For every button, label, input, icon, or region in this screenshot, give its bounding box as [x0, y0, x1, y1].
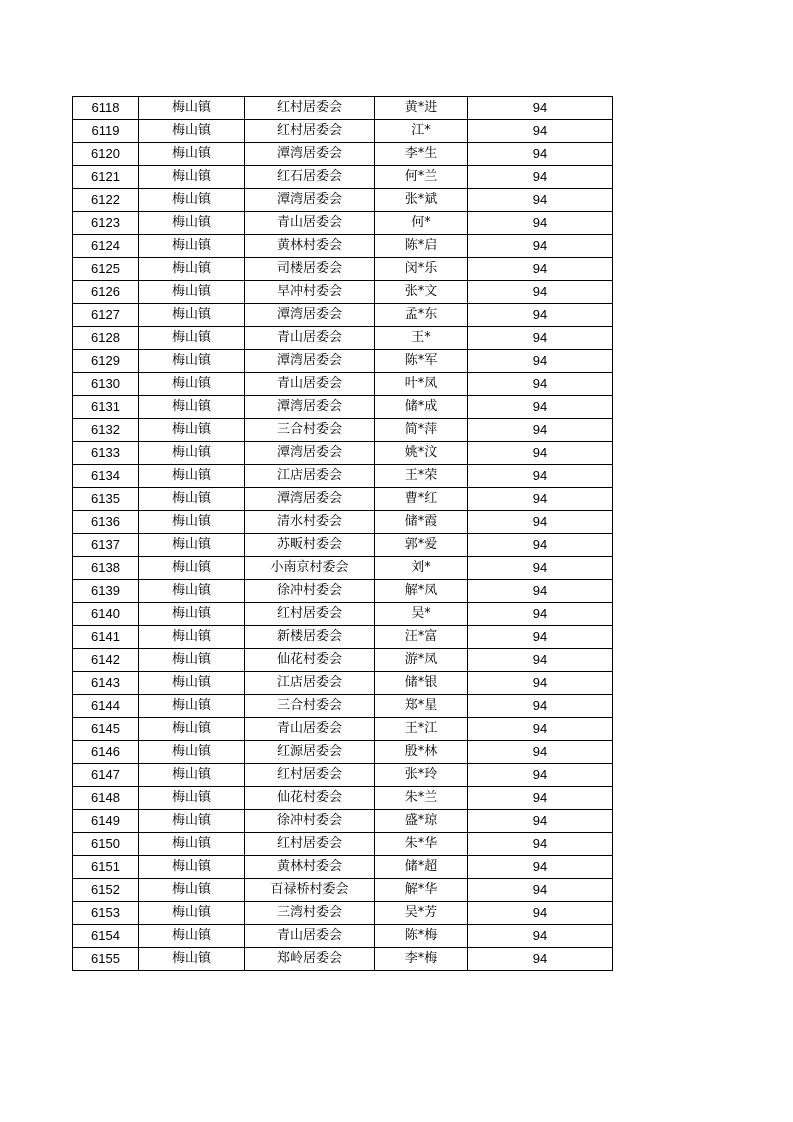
committee-cell: 早冲村委会: [245, 281, 375, 304]
name-cell: 简*萍: [375, 419, 468, 442]
name-cell: 李*生: [375, 143, 468, 166]
row-number-cell: 6125: [73, 258, 139, 281]
committee-cell: 潭湾居委会: [245, 189, 375, 212]
row-number-cell: 6152: [73, 879, 139, 902]
name-cell: 刘*: [375, 557, 468, 580]
score-cell: 94: [468, 856, 613, 879]
row-number-cell: 6134: [73, 465, 139, 488]
committee-cell: 司楼居委会: [245, 258, 375, 281]
name-cell: 李*梅: [375, 948, 468, 971]
town-cell: 梅山镇: [139, 235, 245, 258]
score-cell: 94: [468, 212, 613, 235]
committee-cell: 仙花村委会: [245, 649, 375, 672]
row-number-cell: 6131: [73, 396, 139, 419]
town-cell: 梅山镇: [139, 718, 245, 741]
score-cell: 94: [468, 626, 613, 649]
row-number-cell: 6138: [73, 557, 139, 580]
row-number-cell: 6119: [73, 120, 139, 143]
table-row: [73, 649, 613, 672]
table-row: [73, 327, 613, 350]
town-cell: 梅山镇: [139, 764, 245, 787]
row-number-cell: 6129: [73, 350, 139, 373]
name-cell: 陈*军: [375, 350, 468, 373]
committee-cell: 潭湾居委会: [245, 442, 375, 465]
town-cell: 梅山镇: [139, 304, 245, 327]
name-cell: 储*成: [375, 396, 468, 419]
row-number-cell: 6122: [73, 189, 139, 212]
name-cell: 孟*东: [375, 304, 468, 327]
committee-cell: 青山居委会: [245, 718, 375, 741]
table-row: [73, 787, 613, 810]
town-cell: 梅山镇: [139, 143, 245, 166]
table-row: [73, 833, 613, 856]
row-number-cell: 6133: [73, 442, 139, 465]
town-cell: 梅山镇: [139, 925, 245, 948]
row-number-cell: 6154: [73, 925, 139, 948]
name-cell: 何*兰: [375, 166, 468, 189]
score-cell: 94: [468, 235, 613, 258]
table-row: [73, 925, 613, 948]
name-cell: 姚*汶: [375, 442, 468, 465]
town-cell: 梅山镇: [139, 281, 245, 304]
name-cell: 朱*兰: [375, 787, 468, 810]
town-cell: 梅山镇: [139, 212, 245, 235]
score-cell: 94: [468, 557, 613, 580]
row-number-cell: 6153: [73, 902, 139, 925]
table-row: [73, 534, 613, 557]
name-cell: 曹*红: [375, 488, 468, 511]
name-cell: 储*霞: [375, 511, 468, 534]
table-row: [73, 741, 613, 764]
name-cell: 储*银: [375, 672, 468, 695]
name-cell: 张*文: [375, 281, 468, 304]
committee-cell: 郑岭居委会: [245, 948, 375, 971]
name-cell: 张*斌: [375, 189, 468, 212]
table-row: [73, 718, 613, 741]
committee-cell: 黄林村委会: [245, 856, 375, 879]
table-row: [73, 488, 613, 511]
row-number-cell: 6120: [73, 143, 139, 166]
town-cell: 梅山镇: [139, 580, 245, 603]
town-cell: 梅山镇: [139, 488, 245, 511]
row-number-cell: 6149: [73, 810, 139, 833]
table-row: [73, 626, 613, 649]
committee-cell: 黄林村委会: [245, 235, 375, 258]
score-cell: 94: [468, 350, 613, 373]
table-row: [73, 580, 613, 603]
row-number-cell: 6147: [73, 764, 139, 787]
town-cell: 梅山镇: [139, 649, 245, 672]
name-cell: 盛*琼: [375, 810, 468, 833]
town-cell: 梅山镇: [139, 511, 245, 534]
table-row: [73, 672, 613, 695]
row-number-cell: 6137: [73, 534, 139, 557]
committee-cell: 三合村委会: [245, 695, 375, 718]
row-number-cell: 6150: [73, 833, 139, 856]
table-row: [73, 902, 613, 925]
table-row: [73, 511, 613, 534]
committee-cell: 潭湾居委会: [245, 350, 375, 373]
row-number-cell: 6136: [73, 511, 139, 534]
score-cell: 94: [468, 879, 613, 902]
row-number-cell: 6130: [73, 373, 139, 396]
town-cell: 梅山镇: [139, 258, 245, 281]
committee-cell: 青山居委会: [245, 212, 375, 235]
name-cell: 江*: [375, 120, 468, 143]
score-cell: 94: [468, 718, 613, 741]
row-number-cell: 6142: [73, 649, 139, 672]
name-cell: 朱*华: [375, 833, 468, 856]
committee-cell: 红村居委会: [245, 97, 375, 120]
score-cell: 94: [468, 304, 613, 327]
town-cell: 梅山镇: [139, 810, 245, 833]
town-cell: 梅山镇: [139, 442, 245, 465]
committee-cell: 红村居委会: [245, 833, 375, 856]
town-cell: 梅山镇: [139, 672, 245, 695]
row-number-cell: 6151: [73, 856, 139, 879]
score-cell: 94: [468, 419, 613, 442]
town-cell: 梅山镇: [139, 879, 245, 902]
row-number-cell: 6144: [73, 695, 139, 718]
score-cell: 94: [468, 120, 613, 143]
committee-cell: 红石居委会: [245, 166, 375, 189]
committee-cell: 新楼居委会: [245, 626, 375, 649]
row-number-cell: 6141: [73, 626, 139, 649]
table-row: [73, 350, 613, 373]
town-cell: 梅山镇: [139, 787, 245, 810]
row-number-cell: 6123: [73, 212, 139, 235]
name-cell: 解*华: [375, 879, 468, 902]
town-cell: 梅山镇: [139, 373, 245, 396]
committee-cell: 红村居委会: [245, 764, 375, 787]
table-row: [73, 442, 613, 465]
score-cell: 94: [468, 281, 613, 304]
score-cell: 94: [468, 442, 613, 465]
town-cell: 梅山镇: [139, 327, 245, 350]
score-cell: 94: [468, 189, 613, 212]
committee-cell: 徐冲村委会: [245, 810, 375, 833]
table-row: [73, 557, 613, 580]
town-cell: 梅山镇: [139, 695, 245, 718]
row-number-cell: 6139: [73, 580, 139, 603]
committee-cell: 小南京村委会: [245, 557, 375, 580]
row-number-cell: 6140: [73, 603, 139, 626]
row-number-cell: 6127: [73, 304, 139, 327]
name-cell: 王*: [375, 327, 468, 350]
name-cell: 解*凤: [375, 580, 468, 603]
table-row: [73, 97, 613, 120]
table-row: [73, 304, 613, 327]
table-row: [73, 603, 613, 626]
name-cell: 张*玲: [375, 764, 468, 787]
town-cell: 梅山镇: [139, 396, 245, 419]
table-row: [73, 764, 613, 787]
score-cell: 94: [468, 97, 613, 120]
table-row: [73, 465, 613, 488]
score-cell: 94: [468, 925, 613, 948]
row-number-cell: 6132: [73, 419, 139, 442]
table-row: [73, 281, 613, 304]
committee-cell: 苏畈村委会: [245, 534, 375, 557]
table-row: [73, 166, 613, 189]
score-cell: 94: [468, 695, 613, 718]
committee-cell: 江店居委会: [245, 672, 375, 695]
committee-cell: 三湾村委会: [245, 902, 375, 925]
name-cell: 殷*林: [375, 741, 468, 764]
table-row: [73, 373, 613, 396]
town-cell: 梅山镇: [139, 419, 245, 442]
name-cell: 吴*芳: [375, 902, 468, 925]
table-row: [73, 810, 613, 833]
committee-cell: 仙花村委会: [245, 787, 375, 810]
table-row: [73, 212, 613, 235]
name-cell: 郭*爱: [375, 534, 468, 557]
row-number-cell: 6128: [73, 327, 139, 350]
table-row: [73, 879, 613, 902]
score-cell: 94: [468, 810, 613, 833]
row-number-cell: 6146: [73, 741, 139, 764]
row-number-cell: 6121: [73, 166, 139, 189]
committee-cell: 潭湾居委会: [245, 304, 375, 327]
table-row: [73, 189, 613, 212]
table-row: [73, 856, 613, 879]
row-number-cell: 6148: [73, 787, 139, 810]
name-cell: 陈*梅: [375, 925, 468, 948]
committee-cell: 青山居委会: [245, 327, 375, 350]
town-cell: 梅山镇: [139, 603, 245, 626]
row-number-cell: 6126: [73, 281, 139, 304]
name-cell: 储*超: [375, 856, 468, 879]
town-cell: 梅山镇: [139, 350, 245, 373]
town-cell: 梅山镇: [139, 120, 245, 143]
committee-cell: 徐冲村委会: [245, 580, 375, 603]
name-cell: 陈*启: [375, 235, 468, 258]
name-cell: 汪*富: [375, 626, 468, 649]
row-number-cell: 6118: [73, 97, 139, 120]
score-cell: 94: [468, 166, 613, 189]
town-cell: 梅山镇: [139, 189, 245, 212]
name-cell: 王*江: [375, 718, 468, 741]
town-cell: 梅山镇: [139, 557, 245, 580]
table-row: [73, 120, 613, 143]
table-row: [73, 948, 613, 971]
table-row: [73, 396, 613, 419]
score-cell: 94: [468, 833, 613, 856]
committee-cell: 三合村委会: [245, 419, 375, 442]
score-cell: 94: [468, 787, 613, 810]
town-cell: 梅山镇: [139, 626, 245, 649]
committee-cell: 潭湾居委会: [245, 488, 375, 511]
table-row: [73, 695, 613, 718]
table-row: [73, 419, 613, 442]
committee-cell: 红村居委会: [245, 120, 375, 143]
name-cell: 郑*星: [375, 695, 468, 718]
score-cell: 94: [468, 902, 613, 925]
score-cell: 94: [468, 258, 613, 281]
score-cell: 94: [468, 672, 613, 695]
row-number-cell: 6143: [73, 672, 139, 695]
score-cell: 94: [468, 649, 613, 672]
score-cell: 94: [468, 534, 613, 557]
score-cell: 94: [468, 488, 613, 511]
name-cell: 叶*凤: [375, 373, 468, 396]
name-cell: 游*凤: [375, 649, 468, 672]
table-row: [73, 143, 613, 166]
row-number-cell: 6135: [73, 488, 139, 511]
score-cell: 94: [468, 373, 613, 396]
committee-cell: 红源居委会: [245, 741, 375, 764]
score-cell: 94: [468, 603, 613, 626]
score-cell: 94: [468, 327, 613, 350]
town-cell: 梅山镇: [139, 833, 245, 856]
score-cell: 94: [468, 396, 613, 419]
committee-cell: 清水村委会: [245, 511, 375, 534]
town-cell: 梅山镇: [139, 97, 245, 120]
data-table: [72, 96, 613, 971]
score-cell: 94: [468, 511, 613, 534]
score-cell: 94: [468, 465, 613, 488]
name-cell: 闵*乐: [375, 258, 468, 281]
score-cell: 94: [468, 741, 613, 764]
row-number-cell: 6145: [73, 718, 139, 741]
town-cell: 梅山镇: [139, 534, 245, 557]
name-cell: 吴*: [375, 603, 468, 626]
score-cell: 94: [468, 580, 613, 603]
town-cell: 梅山镇: [139, 948, 245, 971]
town-cell: 梅山镇: [139, 902, 245, 925]
name-cell: 何*: [375, 212, 468, 235]
committee-cell: 潭湾居委会: [245, 396, 375, 419]
row-number-cell: 6124: [73, 235, 139, 258]
committee-cell: 潭湾居委会: [245, 143, 375, 166]
table-body: [73, 97, 613, 971]
town-cell: 梅山镇: [139, 741, 245, 764]
committee-cell: 江店居委会: [245, 465, 375, 488]
name-cell: 黄*进: [375, 97, 468, 120]
committee-cell: 百禄桥村委会: [245, 879, 375, 902]
town-cell: 梅山镇: [139, 166, 245, 189]
row-number-cell: 6155: [73, 948, 139, 971]
score-cell: 94: [468, 143, 613, 166]
score-cell: 94: [468, 948, 613, 971]
table-row: [73, 235, 613, 258]
committee-cell: 红村居委会: [245, 603, 375, 626]
score-cell: 94: [468, 764, 613, 787]
town-cell: 梅山镇: [139, 465, 245, 488]
town-cell: 梅山镇: [139, 856, 245, 879]
table-row: [73, 258, 613, 281]
committee-cell: 青山居委会: [245, 925, 375, 948]
name-cell: 王*荣: [375, 465, 468, 488]
committee-cell: 青山居委会: [245, 373, 375, 396]
